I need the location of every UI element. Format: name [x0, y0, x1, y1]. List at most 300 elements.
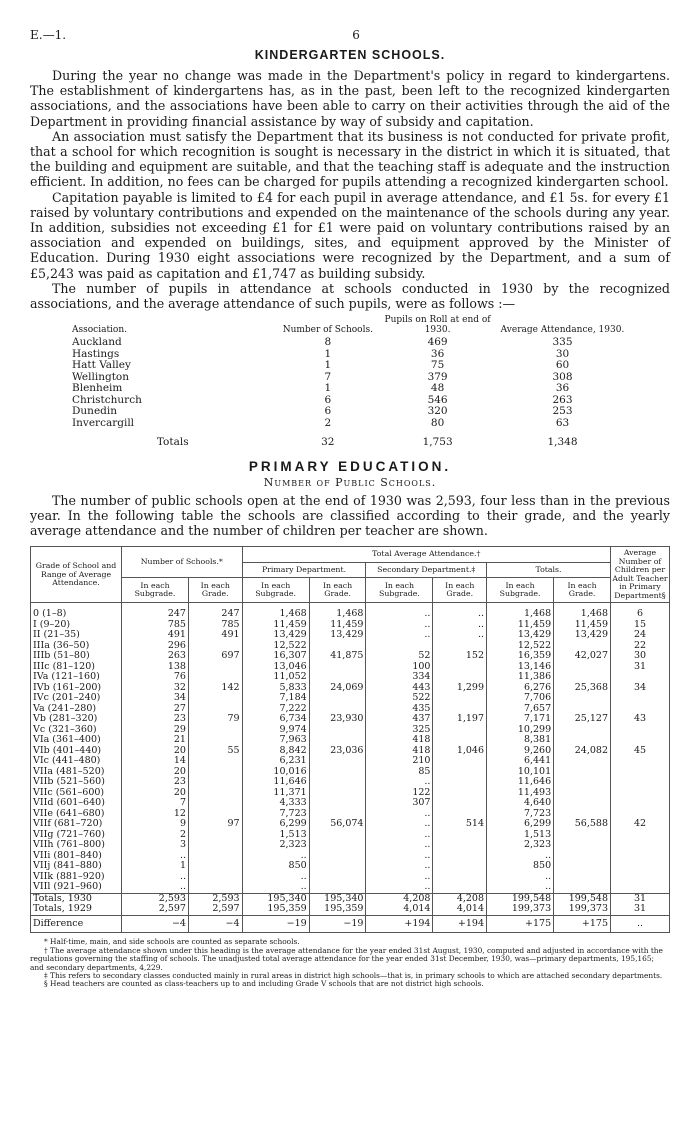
cell: 11,646 [242, 777, 309, 788]
cell: 2,323 [487, 840, 554, 851]
cell: 52 [366, 651, 433, 662]
cell: 253 [552, 405, 573, 418]
cell: VIIc (561–600) [31, 788, 122, 799]
cell: 20 [122, 788, 189, 799]
cell: 6 [324, 393, 332, 406]
cell: 514 [433, 819, 487, 830]
cell: 9 [122, 819, 189, 830]
cell: .. [242, 872, 309, 883]
cell: 199,548 [554, 893, 611, 904]
cell: 85 [366, 767, 433, 778]
cell: Vc (321–360) [31, 725, 122, 736]
cell: 546 [427, 393, 448, 406]
cell: 785 [122, 620, 189, 631]
cell: 247 [188, 603, 242, 620]
table-row [31, 603, 670, 620]
cell: 195,359 [242, 904, 309, 915]
cell [433, 767, 487, 778]
cell: 491 [122, 630, 189, 641]
cell [309, 725, 366, 736]
table-row [31, 882, 670, 893]
cell: 3 [122, 840, 189, 851]
cell [554, 861, 611, 872]
cell [611, 777, 670, 788]
association-name: Wellington [72, 370, 130, 383]
cell [433, 872, 487, 883]
cell: 36 [555, 382, 570, 395]
table-row [31, 788, 670, 799]
paragraph: The number of pupils in attendance at schools conducted in 1930 by the recognized associations, and the average attendance of such pupils, were as follows :— [30, 280, 670, 312]
cell: 7,184 [242, 693, 309, 704]
cell: 41,875 [309, 651, 366, 662]
cell [611, 767, 670, 778]
cell: .. [242, 882, 309, 893]
cell: 7,222 [242, 704, 309, 715]
cell: 25,127 [554, 714, 611, 725]
table-row [31, 725, 670, 736]
cell: 76 [122, 672, 189, 683]
cell: .. [366, 819, 433, 830]
table-row [31, 683, 670, 694]
table-row [70, 406, 630, 418]
table-row [31, 651, 670, 662]
cell: 850 [242, 861, 309, 872]
cell [433, 882, 487, 893]
cell: 210 [366, 756, 433, 767]
cell: Vb (281–320) [31, 714, 122, 725]
cell: 24,069 [309, 683, 366, 694]
document-page [30, 0, 670, 989]
cell: 23 [122, 777, 189, 788]
cell: .. [366, 882, 433, 893]
cell: 7,723 [242, 809, 309, 820]
cell: 31 [611, 893, 670, 904]
table-row [31, 819, 670, 830]
cell: VIIe (641–680) [31, 809, 122, 820]
cell [188, 830, 242, 841]
cell [188, 777, 242, 788]
cell: 30 [555, 347, 570, 360]
table-row [70, 395, 630, 407]
cell: VIIa (481–520) [31, 767, 122, 778]
cell: 11,052 [242, 672, 309, 683]
cell: 10,101 [487, 767, 554, 778]
cell: 13,429 [554, 630, 611, 641]
cell: −4 [122, 915, 189, 933]
cell: 4,208 [433, 893, 487, 904]
cell: 80 [430, 416, 445, 429]
cell: 56,588 [554, 819, 611, 830]
cell: 31 [611, 662, 670, 673]
page-header [30, 28, 670, 42]
cell [611, 861, 670, 872]
cell [188, 662, 242, 673]
cell [188, 756, 242, 767]
table-row [31, 662, 670, 673]
cell: 199,373 [487, 904, 554, 915]
cell: 97 [188, 819, 242, 830]
association-name: Blenheim [72, 382, 123, 395]
cell [309, 798, 366, 809]
cell: 5,833 [242, 683, 309, 694]
cell: 48 [430, 382, 445, 395]
cell: 12 [122, 809, 189, 820]
col-header: Totals. [487, 562, 611, 577]
cell: 785 [188, 620, 242, 631]
col-header: Total Average Attendance.† [242, 547, 610, 562]
cell: Totals [156, 436, 189, 449]
cell: 6,441 [487, 756, 554, 767]
cell: 2 [324, 416, 332, 429]
cell: 11,459 [309, 620, 366, 631]
cell: 195,340 [242, 893, 309, 904]
paragraph: Capitation payable is limited to £4 for each pupil in average attendance, and £1 5s. for every £1 raised by voluntary contributions and expended on the maintenance of the schools during any year. In addition, subsidies not exceeding £1 for £1 were paid on voluntary contributions raised by an association and expended on buildings, sites, and equipment approved by the Minister of Education. During 1930 eight associations were recognized by the Department, and a sum of £5,243 was paid as capitation and £1,747 as building subsidy. [30, 189, 670, 281]
cell: .. [433, 620, 487, 631]
cell: 1,468 [487, 603, 554, 620]
cell: IVc (201–240) [31, 693, 122, 704]
cell: 11,459 [242, 620, 309, 631]
cell: 195,340 [309, 893, 366, 904]
cell: 1 [324, 359, 332, 372]
cell: .. [242, 851, 309, 862]
cell: 7,723 [487, 809, 554, 820]
cell [188, 725, 242, 736]
cell [433, 830, 487, 841]
cell: 4,014 [366, 904, 433, 915]
cell: VIIl (921–960) [31, 882, 122, 893]
cell [433, 756, 487, 767]
cell: 4,333 [242, 798, 309, 809]
col-header: Primary Department. [242, 562, 366, 577]
association-name: Hastings [72, 347, 120, 360]
cell: VIIf (681–720) [31, 819, 122, 830]
association-name: Christchurch [72, 393, 142, 406]
cell: 11,459 [487, 620, 554, 631]
cell [554, 798, 611, 809]
cell: 4,014 [433, 904, 487, 915]
table-row [31, 872, 670, 883]
cell: .. [366, 830, 433, 841]
association-name: Invercargill [72, 416, 135, 429]
cell [433, 693, 487, 704]
cell: 469 [427, 336, 448, 349]
table-row [31, 777, 670, 788]
cell: 334 [366, 672, 433, 683]
cell [554, 788, 611, 799]
cell: .. [122, 851, 189, 862]
schools-table [30, 546, 670, 933]
cell: 4,208 [366, 893, 433, 904]
cell: 308 [552, 370, 573, 383]
cell: 325 [366, 725, 433, 736]
cell: 13,429 [487, 630, 554, 641]
cell [188, 693, 242, 704]
cell [611, 882, 670, 893]
cell: 36 [430, 347, 445, 360]
cell [611, 798, 670, 809]
table-row [31, 861, 670, 872]
cell: +194 [366, 915, 433, 933]
cell: VIb (401–440) [31, 746, 122, 757]
cell [554, 693, 611, 704]
cell [433, 798, 487, 809]
cell [188, 872, 242, 883]
cell: VIIg (721–760) [31, 830, 122, 841]
cell [309, 693, 366, 704]
cell: IIIc (81–120) [31, 662, 122, 673]
cell [554, 777, 611, 788]
cell: 31 [611, 904, 670, 915]
cell: 4,640 [487, 798, 554, 809]
cell [611, 872, 670, 883]
cell [611, 725, 670, 736]
cell: 20 [122, 746, 189, 757]
cell [611, 840, 670, 851]
cell: 1 [122, 861, 189, 872]
cell [611, 830, 670, 841]
cell: I (9–20) [31, 620, 122, 631]
cell: .. [366, 809, 433, 820]
cell: 10,299 [487, 725, 554, 736]
cell: 6,276 [487, 683, 554, 694]
cell: 11,493 [487, 788, 554, 799]
cell: 11,646 [487, 777, 554, 788]
cell: 9,260 [487, 746, 554, 757]
col-header: In each Subgrade. [242, 578, 309, 603]
col-header: In each Grade. [309, 578, 366, 603]
cell: 1,468 [554, 603, 611, 620]
cell: Va (241–280) [31, 704, 122, 715]
cell: 27 [122, 704, 189, 715]
cell: 7 [122, 798, 189, 809]
cell: 7,657 [487, 704, 554, 715]
cell: 418 [366, 735, 433, 746]
cell: 418 [366, 746, 433, 757]
cell: 10,016 [242, 767, 309, 778]
cell: Difference [31, 915, 122, 933]
table-row [70, 337, 630, 349]
cell [309, 662, 366, 673]
cell: 56,074 [309, 819, 366, 830]
cell: 1,513 [487, 830, 554, 841]
cell [188, 882, 242, 893]
col-header: In each Grade. [433, 578, 487, 603]
table-row [31, 767, 670, 778]
cell: 1,468 [242, 603, 309, 620]
cell: 195,359 [309, 904, 366, 915]
cell: .. [433, 630, 487, 641]
table-row [70, 360, 630, 372]
cell: 2,323 [242, 840, 309, 851]
table-row [70, 349, 630, 361]
cell [309, 756, 366, 767]
cell: .. [366, 840, 433, 851]
cell [554, 882, 611, 893]
table-row [31, 693, 670, 704]
cell: 6,231 [242, 756, 309, 767]
cell: 6,734 [242, 714, 309, 725]
table-row [31, 714, 670, 725]
cell [554, 851, 611, 862]
cell [309, 851, 366, 862]
cell: 11,459 [554, 620, 611, 631]
col-header: Pupils on Roll at end of 1930. [384, 315, 491, 336]
cell: VIa (361–400) [31, 735, 122, 746]
col-header: In each Subgrade. [366, 578, 433, 603]
cell: .. [366, 630, 433, 641]
cell: .. [611, 915, 670, 933]
cell [309, 830, 366, 841]
footnote: † The average attendance shown under this heading is the average attendance for the year ended 31st August, 1930, computed and adjusted in accordance with the regulations governing the staffing of schools. The unadjusted total average attendance for the year ended 31st December, 1930, was—primary departments, 195,165; and secondary departments, 4,229. [30, 945, 663, 972]
cell [188, 861, 242, 872]
cell: 11,386 [487, 672, 554, 683]
cell: 16,359 [487, 651, 554, 662]
cell: 29 [122, 725, 189, 736]
cell: 23,036 [309, 746, 366, 757]
cell: 6 [324, 405, 332, 418]
cell: .. [366, 620, 433, 631]
col-header: In each Grade. [554, 578, 611, 603]
cell: −4 [188, 915, 242, 933]
cell: .. [487, 851, 554, 862]
cell: 1,513 [242, 830, 309, 841]
cell: 9,974 [242, 725, 309, 736]
cell: 1,046 [433, 746, 487, 757]
cell: 20 [122, 767, 189, 778]
cell: 1,348 [547, 436, 578, 449]
cell: .. [487, 882, 554, 893]
cell [433, 861, 487, 872]
difference-row [31, 915, 670, 933]
cell [554, 725, 611, 736]
cell: VIIh (761–800) [31, 840, 122, 851]
footnote: § Head teachers are counted as class-teachers up to and including Grade V schools that are not district high schools. [44, 979, 484, 989]
cell: 22 [611, 641, 670, 652]
cell: 263 [552, 393, 573, 406]
kindergarten-title: KINDERGARTEN SCHOOLS. [254, 48, 446, 62]
cell: 1,197 [433, 714, 487, 725]
cell: 15 [611, 620, 670, 631]
page-number: 6 [352, 28, 360, 42]
cell: 2,593 [122, 893, 189, 904]
cell: 13,046 [242, 662, 309, 673]
cell: 45 [611, 746, 670, 757]
col-header: Grade of School and Range of Average Attendance. [31, 547, 122, 603]
cell [611, 756, 670, 767]
cell: 122 [366, 788, 433, 799]
paragraph: An association must satisfy the Department that its business is not conducted for private profit, that a school for which recognition is sought is necessary in the district in which it is situated, that the building and equipment are suitable, and that the teaching staff is adequate and the instruction efficient. In addition, no fees can be charged for pupils attending a recognized kindergarten school. [30, 128, 670, 190]
col-header: Number of Schools.* [122, 547, 243, 578]
cell: 34 [122, 693, 189, 704]
cell: .. [366, 872, 433, 883]
cell: VIIi (801–840) [31, 851, 122, 862]
col-header: Number of Schools. [282, 325, 373, 336]
cell: 79 [188, 714, 242, 725]
col-header: In each Grade. [188, 578, 242, 603]
cell [554, 767, 611, 778]
cell: 1,468 [309, 603, 366, 620]
cell [188, 851, 242, 862]
cell: 152 [433, 651, 487, 662]
cell: 13,429 [309, 630, 366, 641]
cell: 7,963 [242, 735, 309, 746]
cell [309, 767, 366, 778]
cell [554, 830, 611, 841]
cell [554, 756, 611, 767]
cell: .. [122, 882, 189, 893]
table-row [31, 851, 670, 862]
cell: 1,299 [433, 683, 487, 694]
cell: 43 [611, 714, 670, 725]
cell [188, 767, 242, 778]
paragraph: The number of public schools open at the end of 1930 was 2,593, four less than in the previous year. In the following table the schools are classified according to their grade, and the yearly average attendance and the number of children per teacher are shown. [30, 492, 670, 539]
cell [433, 851, 487, 862]
cell: 142 [188, 683, 242, 694]
cell [188, 798, 242, 809]
cell: 1,753 [422, 436, 453, 449]
cell: −19 [309, 915, 366, 933]
totals-row [31, 904, 670, 915]
cell: 32 [321, 436, 335, 449]
cell [433, 777, 487, 788]
cell: 199,373 [554, 904, 611, 915]
col-header: In each Subgrade. [487, 578, 554, 603]
cell: −19 [242, 915, 309, 933]
cell: 296 [122, 641, 189, 652]
cell: 12,522 [487, 641, 554, 652]
cell [554, 872, 611, 883]
cell: 6,299 [242, 819, 309, 830]
footnote: * Half-time, main, and side schools are counted as separate schools. [44, 937, 300, 947]
cell: 379 [427, 370, 448, 383]
cell: 7,171 [487, 714, 554, 725]
cell [309, 872, 366, 883]
cell: 437 [366, 714, 433, 725]
cell: 7,706 [487, 693, 554, 704]
cell: 2,593 [188, 893, 242, 904]
cell: 247 [122, 603, 189, 620]
cell: .. [366, 861, 433, 872]
cell [309, 882, 366, 893]
cell: 2,597 [122, 904, 189, 915]
cell: 850 [487, 861, 554, 872]
kindergarten-table [70, 315, 630, 449]
cell: +175 [487, 915, 554, 933]
table-row [70, 372, 630, 384]
table-row [31, 630, 670, 641]
report-reference: E.—1. [30, 28, 67, 42]
cell: 8 [324, 336, 332, 349]
cell: IIIb (51–80) [31, 651, 122, 662]
cell: .. [433, 603, 487, 620]
cell: Totals, 1929 [31, 904, 122, 915]
cell: 697 [188, 651, 242, 662]
paragraph: During the year no change was made in the Department's policy in regard to kindergartens. The establishment of kindergartens has, as in the past, been left to the recognized kindergarten associations, and the associations have been able to carry on their activities through the aid of the Department in providing financial assistance by way of subsidy and capitation. [30, 68, 670, 129]
cell: 100 [366, 662, 433, 673]
association-name: Hatt Valley [72, 359, 131, 372]
table-row [31, 756, 670, 767]
cell: 1 [324, 347, 332, 360]
cell: 23,930 [309, 714, 366, 725]
table-row [31, 840, 670, 851]
cell: 0 (1–8) [31, 603, 122, 620]
cell: 12,522 [242, 641, 309, 652]
cell: IVb (161–200) [31, 683, 122, 694]
cell: 263 [122, 651, 189, 662]
totals-row [70, 429, 630, 449]
cell [611, 693, 670, 704]
cell: 335 [552, 336, 573, 349]
